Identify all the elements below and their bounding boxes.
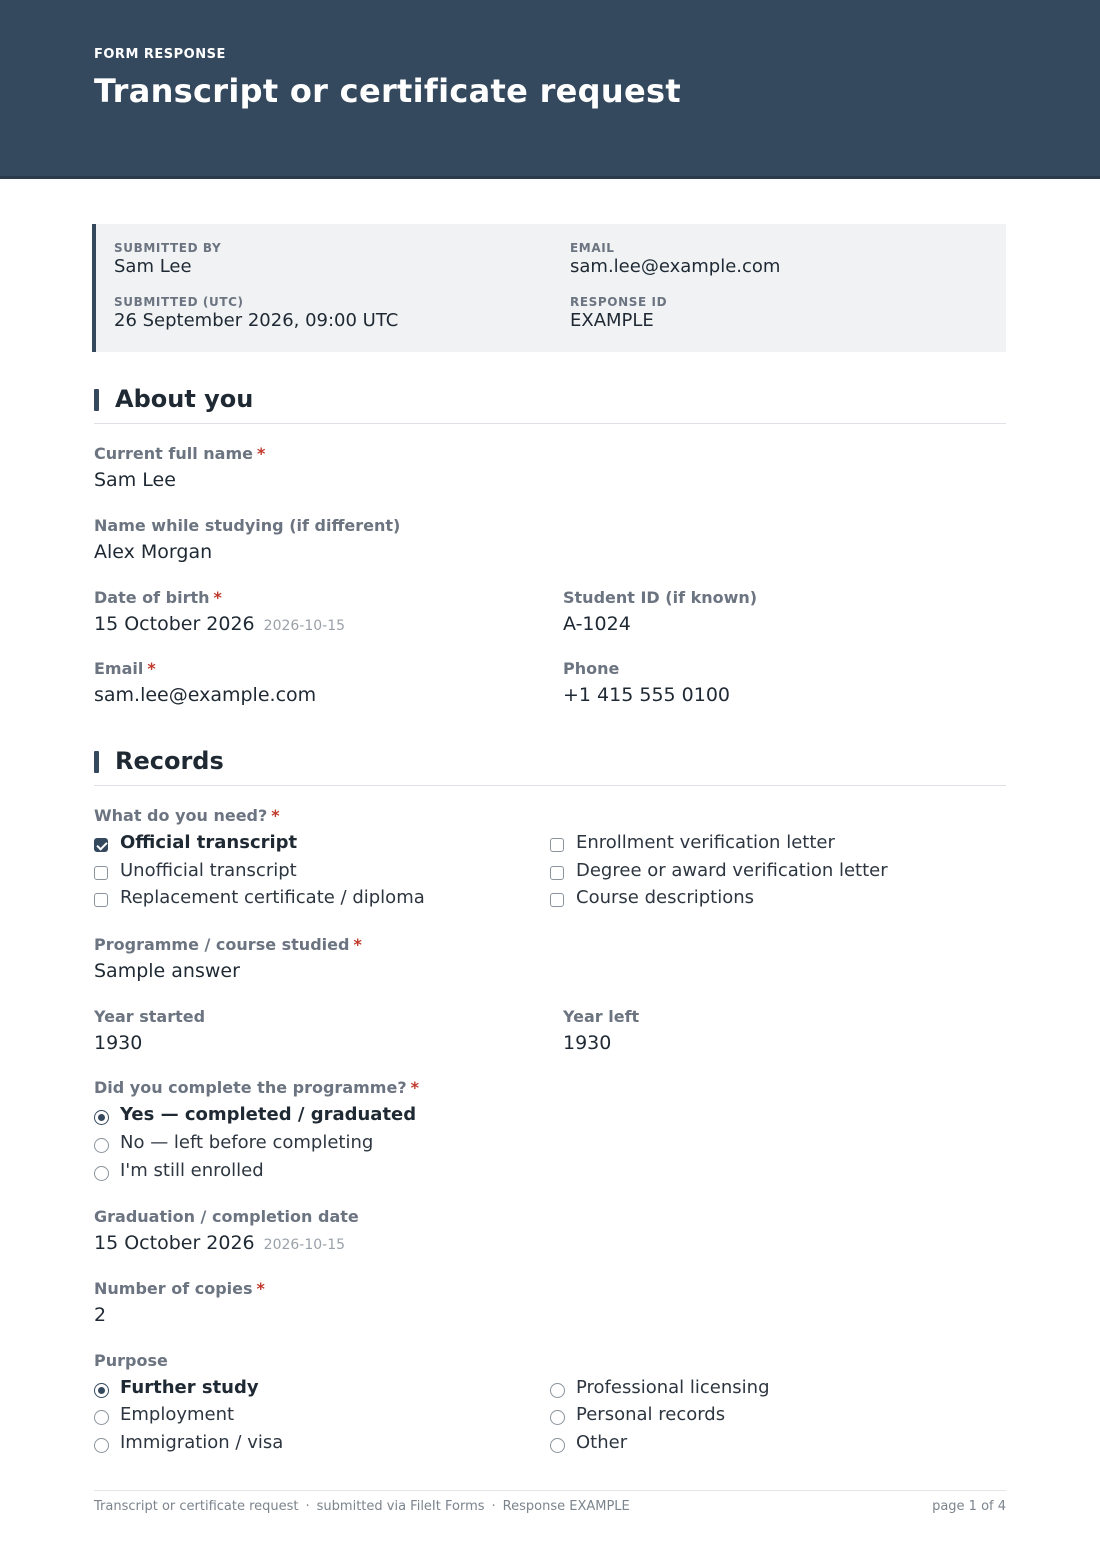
label-text: Number of copies	[94, 1279, 253, 1298]
header-kicker: FORM RESPONSE	[94, 47, 226, 62]
option-label: Enrollment verification letter	[576, 832, 835, 853]
submitted-utc-label: SUBMITTED (UTC)	[114, 295, 244, 309]
checkbox	[550, 893, 564, 907]
field-label	[94, 444, 265, 463]
field-full-name	[94, 444, 265, 491]
option-label: Personal records	[576, 1404, 726, 1425]
field-value: A-1024	[563, 613, 631, 635]
section-title-about: About you	[115, 385, 254, 413]
field-label: Phone	[563, 659, 620, 678]
field-what-needed	[94, 806, 280, 825]
checkbox	[550, 866, 564, 880]
date-iso: 2026-10-15	[263, 618, 346, 634]
option-label: Professional licensing	[576, 1377, 770, 1398]
required-marker: *	[353, 935, 362, 954]
submitted-by-label: SUBMITTED BY	[114, 241, 222, 255]
checkbox	[94, 893, 108, 907]
required-marker: *	[147, 659, 156, 678]
label-text: Did you complete the programme?	[94, 1078, 407, 1097]
footer-separator: ·	[491, 1499, 496, 1514]
page-title: Transcript or certificate request	[94, 72, 681, 110]
checkbox-checked	[94, 838, 108, 852]
required-marker: *	[410, 1078, 419, 1097]
field-value: +1 415 555 0100	[563, 684, 731, 706]
section-title-records: Records	[115, 747, 224, 775]
field-year-started	[94, 1007, 205, 1054]
footer-response: Response EXAMPLE	[502, 1499, 630, 1514]
response-id-value: EXAMPLE	[570, 310, 654, 331]
option-label: I'm still enrolled	[120, 1160, 264, 1181]
radio-selected	[94, 1383, 109, 1398]
response-id	[570, 295, 667, 331]
radio	[94, 1138, 109, 1153]
field-email	[94, 659, 316, 706]
option-label: Other	[576, 1432, 628, 1453]
field-label: Graduation / completion date	[94, 1207, 359, 1226]
field-copies	[94, 1279, 265, 1326]
field-value: Sam Lee	[94, 469, 176, 491]
option-label: Immigration / visa	[120, 1432, 284, 1453]
required-marker: *	[256, 444, 266, 463]
page-header	[0, 0, 1100, 179]
field-value: Alex Morgan	[94, 541, 213, 563]
checkbox	[94, 866, 108, 880]
field-label: Name while studying (if different)	[94, 516, 401, 535]
radio	[94, 1410, 109, 1425]
field-label: Year left	[563, 1007, 640, 1026]
footer-info	[94, 1499, 630, 1514]
field-programme	[94, 935, 362, 982]
footer-form-name: Transcript or certificate request	[94, 1499, 299, 1514]
radio	[550, 1438, 565, 1453]
response-id-label: RESPONSE ID	[570, 295, 668, 309]
option-label: Course descriptions	[576, 887, 755, 908]
submitter-email-value: sam.lee@example.com	[570, 256, 781, 277]
submission-meta	[92, 224, 1006, 352]
footer-separator: ·	[305, 1499, 310, 1514]
field-completed	[94, 1078, 419, 1097]
field-phone	[563, 659, 730, 706]
label-text: Date of birth	[94, 588, 210, 607]
submitted-utc	[114, 295, 398, 331]
field-value: 1930	[94, 1032, 143, 1054]
option-label: No — left before completing	[120, 1132, 374, 1153]
submitter-email-label: EMAIL	[570, 241, 615, 255]
label-text: Current full name	[94, 444, 253, 463]
option-label: Yes — completed / graduated	[120, 1104, 417, 1125]
radio	[550, 1383, 565, 1398]
field-value: sam.lee@example.com	[94, 684, 317, 706]
field-label	[94, 1078, 419, 1097]
option-label: Employment	[120, 1404, 235, 1425]
page-footer	[94, 1490, 1006, 1521]
field-value	[94, 613, 345, 635]
option-label: Official transcript	[120, 832, 298, 853]
field-label: Purpose	[94, 1351, 168, 1370]
radio-selected	[94, 1110, 109, 1125]
field-graduation-date	[94, 1207, 359, 1254]
field-year-left	[563, 1007, 639, 1054]
required-marker: *	[271, 806, 280, 825]
option-label: Replacement certificate / diploma	[120, 887, 425, 908]
field-date-of-birth	[94, 588, 345, 635]
label-text: What do you need?	[94, 806, 268, 825]
footer-via: submitted via FileIt Forms	[316, 1499, 485, 1514]
section-heading-records	[94, 747, 1006, 786]
option-label: Degree or award verification letter	[576, 860, 888, 881]
option-label: Further study	[120, 1377, 259, 1398]
field-label	[94, 806, 280, 825]
date-text: 15 October 2026	[94, 1232, 255, 1254]
field-label	[94, 935, 362, 954]
field-value: 2	[94, 1304, 107, 1326]
option-label: Unofficial transcript	[120, 860, 297, 881]
required-marker: *	[256, 1279, 265, 1298]
field-label	[94, 1279, 265, 1298]
label-text: Programme / course studied	[94, 935, 350, 954]
field-purpose	[94, 1351, 168, 1370]
submitted-by	[114, 241, 221, 277]
field-label: Year started	[94, 1007, 206, 1026]
required-marker: *	[213, 588, 222, 607]
date-text: 15 October 2026	[94, 613, 255, 635]
checkbox	[550, 838, 564, 852]
submitted-by-value: Sam Lee	[114, 256, 192, 277]
field-value	[94, 1232, 359, 1254]
submitted-utc-value: 26 September 2026, 09:00 UTC	[114, 310, 399, 331]
radio	[94, 1438, 109, 1453]
section-heading-about	[94, 385, 1006, 424]
label-text: Email	[94, 659, 144, 678]
submitter-email	[570, 241, 780, 277]
field-value: 1930	[563, 1032, 612, 1054]
field-student-id	[563, 588, 757, 635]
field-value: Sample answer	[94, 960, 240, 982]
section-marker	[94, 389, 99, 411]
section-marker	[94, 751, 99, 773]
radio	[550, 1410, 565, 1425]
field-label	[94, 588, 345, 607]
date-iso: 2026-10-15	[263, 1237, 346, 1253]
field-label	[94, 659, 316, 678]
radio	[94, 1166, 109, 1181]
footer-page-number: page 1 of 4	[932, 1499, 1006, 1514]
field-study-name	[94, 516, 400, 563]
field-label: Student ID (if known)	[563, 588, 758, 607]
